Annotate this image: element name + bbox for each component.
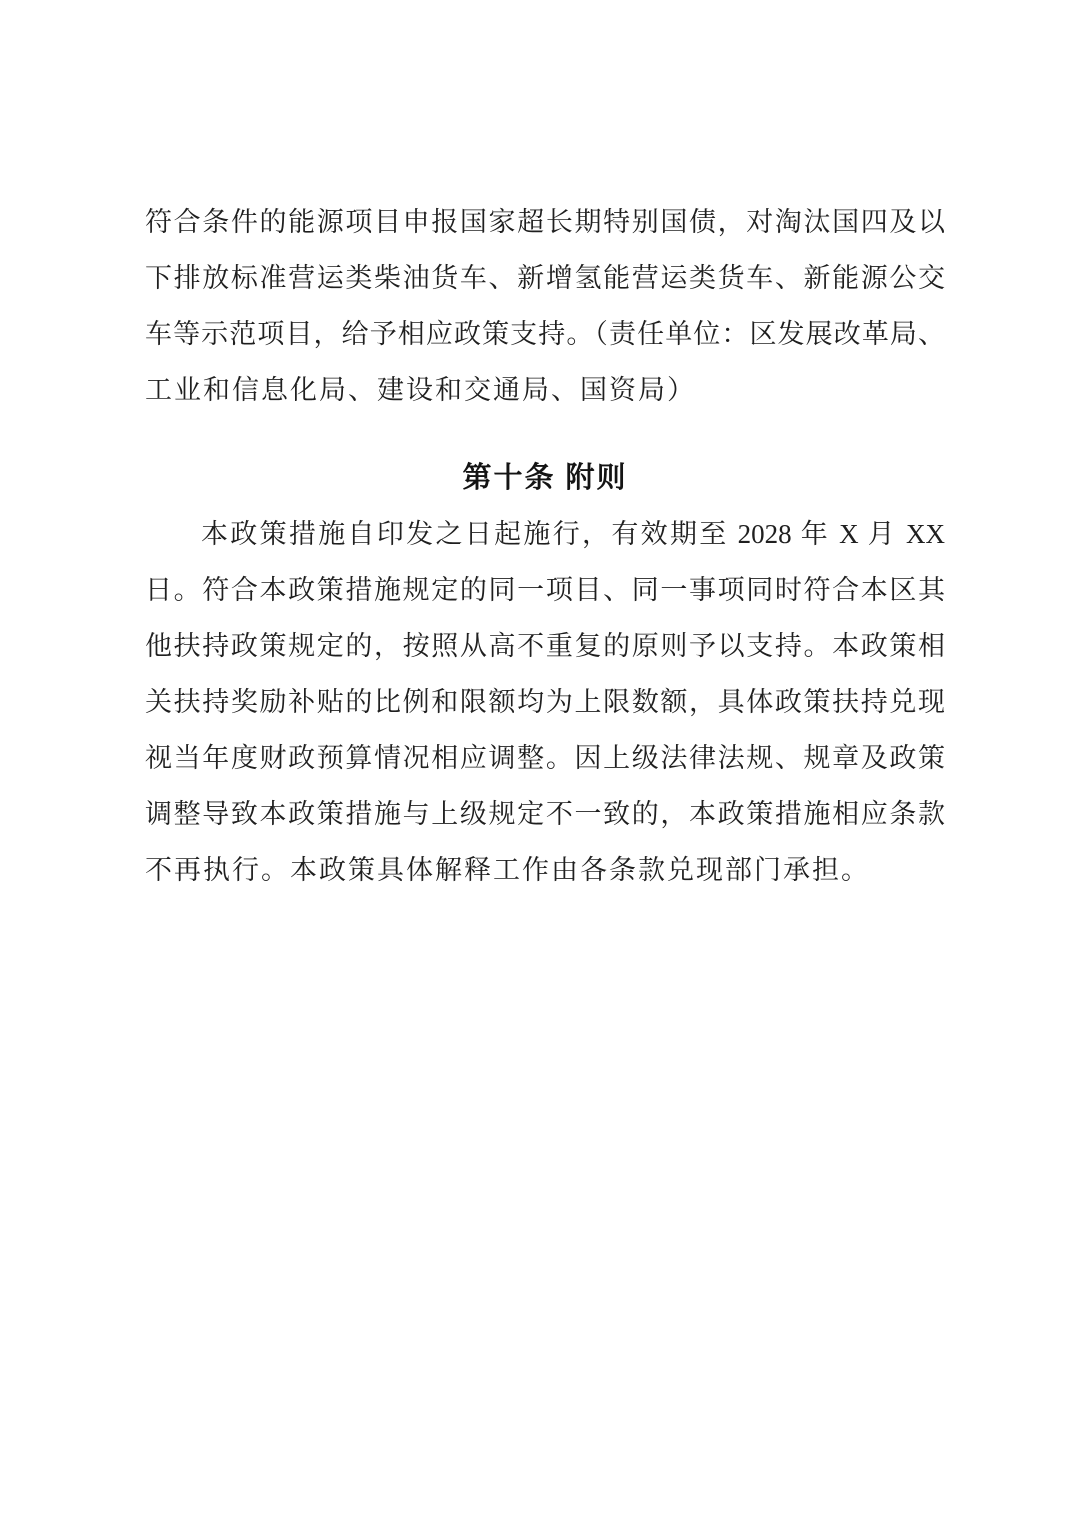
text-column — [145, 194, 945, 898]
body-paragraph — [145, 506, 945, 898]
paragraph-line: 工业和信息化局、建设和交通局、国资局） — [145, 375, 696, 405]
paragraph-line: 视当年度财政预算情况相应调整。因上级法律法规、规章及政策 — [145, 743, 945, 773]
paragraph-line: 他扶持政策规定的，按照从高不重复的原则予以支持。本政策相 — [145, 631, 945, 661]
paragraph-line: 下排放标准营运类柴油货车、新增氢能营运类货车、新能源公交 — [145, 263, 945, 293]
paragraph-line: 符合条件的能源项目申报国家超长期特别国债，对淘汰国四及以 — [145, 207, 945, 237]
paragraph-line: 本政策措施自印发之日起施行，有效期至 2028 年 X 月 XX — [201, 519, 945, 549]
paragraph-line: 关扶持奖励补贴的比例和限额均为上限数额，具体政策扶持兑现 — [145, 687, 945, 717]
paragraph-line: 调整导致本政策措施与上级规定不一致的，本政策措施相应条款 — [145, 799, 945, 829]
section-heading: 第十条 附则 — [462, 462, 628, 494]
paragraph-line: 不再执行。本政策具体解释工作由各条款兑现部门承担。 — [145, 855, 870, 885]
continued-paragraph — [145, 194, 945, 418]
paragraph-line: 车等示范项目，给予相应政策支持。（责任单位：区发展改革局、 — [145, 319, 945, 349]
paragraph-line: 日。符合本政策措施规定的同一项目、同一事项同时符合本区其 — [145, 575, 945, 605]
